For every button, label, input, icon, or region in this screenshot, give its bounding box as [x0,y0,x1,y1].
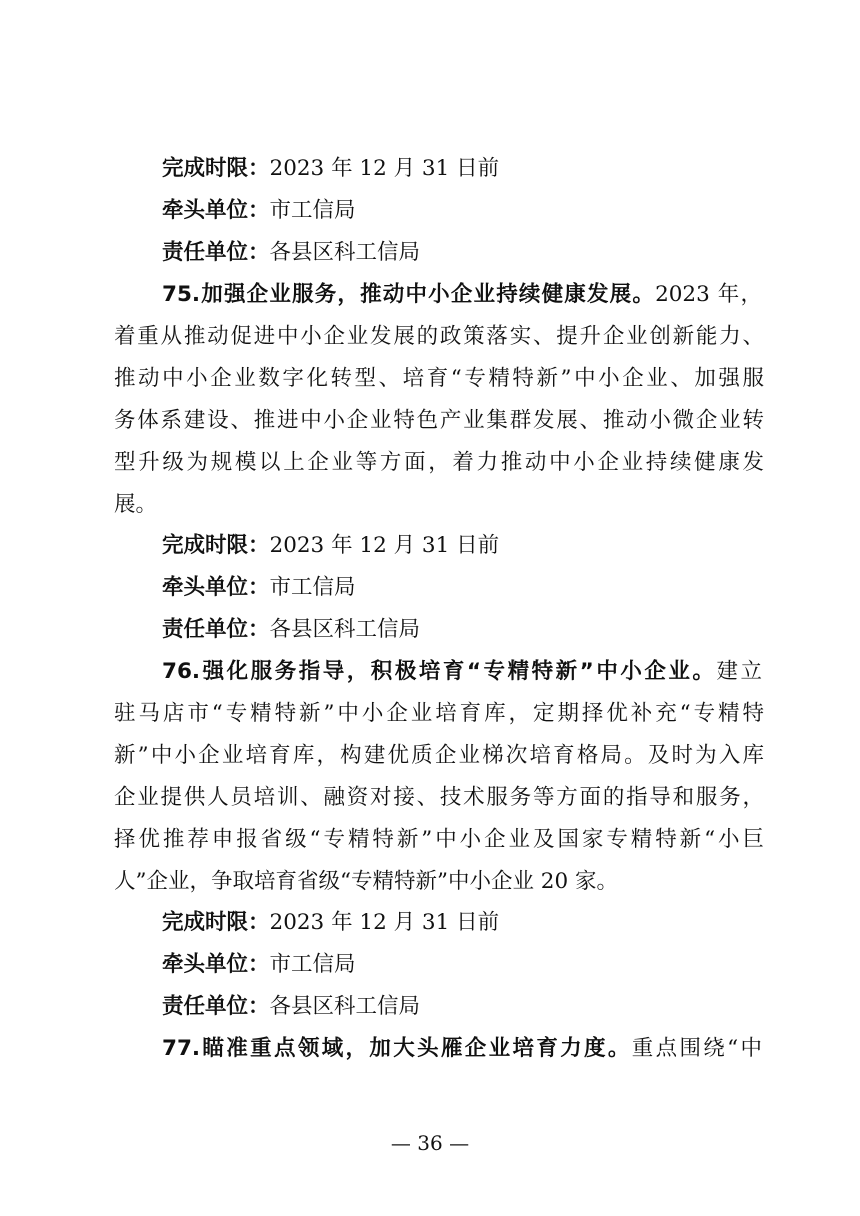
item-76-line-5: 择优推荐申报省级“专精特新”中小企业及国家专精特新“小巨 [114,827,764,852]
lead-unit-value: 市工信局 [269,198,356,223]
lead-unit-value: 市工信局 [269,575,356,600]
deadline-value: 2023 年 12 月 31 日前 [269,156,500,181]
item-75-line-5: 型升级为规模以上企业等方面，着力推动中小企业持续健康发 [114,450,764,475]
responsible-unit-value: 各县区科工信局 [269,240,421,265]
lead-unit-value: 市工信局 [269,952,356,977]
lead-unit-label: 牵头单位： [162,198,270,223]
item-76-heading: 76.强化服务指导，积极培育“专精特新”中小企业。 [162,659,717,684]
deadline-line [162,154,762,184]
lead-unit-label: 牵头单位： [162,952,270,977]
item-75-line-2: 着重从推动促进中小企业发展的政策落实、提升企业创新能力、 [114,324,764,349]
item-76-line-3: 新”中小企业培育库，构建优质企业梯次培育格局。及时为入库 [114,743,764,768]
item-75-line-4: 务体系建设、推进中小企业特色产业集群发展、推动小微企业转 [114,408,764,433]
deadline-label: 完成时限： [162,156,270,181]
deadline-value: 2023 年 12 月 31 日前 [269,533,500,558]
item-75-line-3: 推动中小企业数字化转型、培育“专精特新”中小企业、加强服 [114,366,764,391]
item-76-line-2: 驻马店市“专精特新”中小企业培育库，定期择优补充“专精特 [114,701,764,726]
deadline-label: 完成时限： [162,910,270,935]
item-75-first-line [162,280,762,310]
item-75-line-6: 展。 [114,492,158,517]
item-77-first-line [162,1034,762,1064]
deadline-line [162,908,762,938]
deadline-label: 完成时限： [162,533,270,558]
deadline-value: 2023 年 12 月 31 日前 [269,910,500,935]
item-77-heading: 77.瞄准重点领域，加大头雁企业培育力度。 [162,1036,632,1061]
responsible-unit-line [162,238,762,268]
lead-unit-line [162,950,762,980]
responsible-unit-line [162,615,762,645]
lead-unit-line [162,573,762,603]
item-75-text: 2023 年， [655,282,762,307]
item-77-text: 重点围绕“中 [631,1036,762,1061]
responsible-unit-value: 各县区科工信局 [269,617,421,642]
responsible-unit-label: 责任单位： [162,240,270,265]
item-76-text: 建立 [716,659,762,684]
item-76-first-line [162,657,762,687]
responsible-unit-label: 责任单位： [162,617,270,642]
item-76-line-6: 人”企业，争取培育省级“专精特新”中小企业 20 家。 [114,869,619,894]
item-75-heading: 75.加强企业服务，推动中小企业持续健康发展。 [162,282,656,307]
responsible-unit-value: 各县区科工信局 [269,994,421,1019]
page-number: — 36 — [390,1131,470,1155]
responsible-unit-label: 责任单位： [162,994,270,1019]
responsible-unit-line [162,992,762,1022]
deadline-line [162,531,762,561]
lead-unit-line [162,196,762,226]
lead-unit-label: 牵头单位： [162,575,270,600]
item-76-line-4: 企业提供人员培训、融资对接、技术服务等方面的指导和服务， [114,785,764,810]
